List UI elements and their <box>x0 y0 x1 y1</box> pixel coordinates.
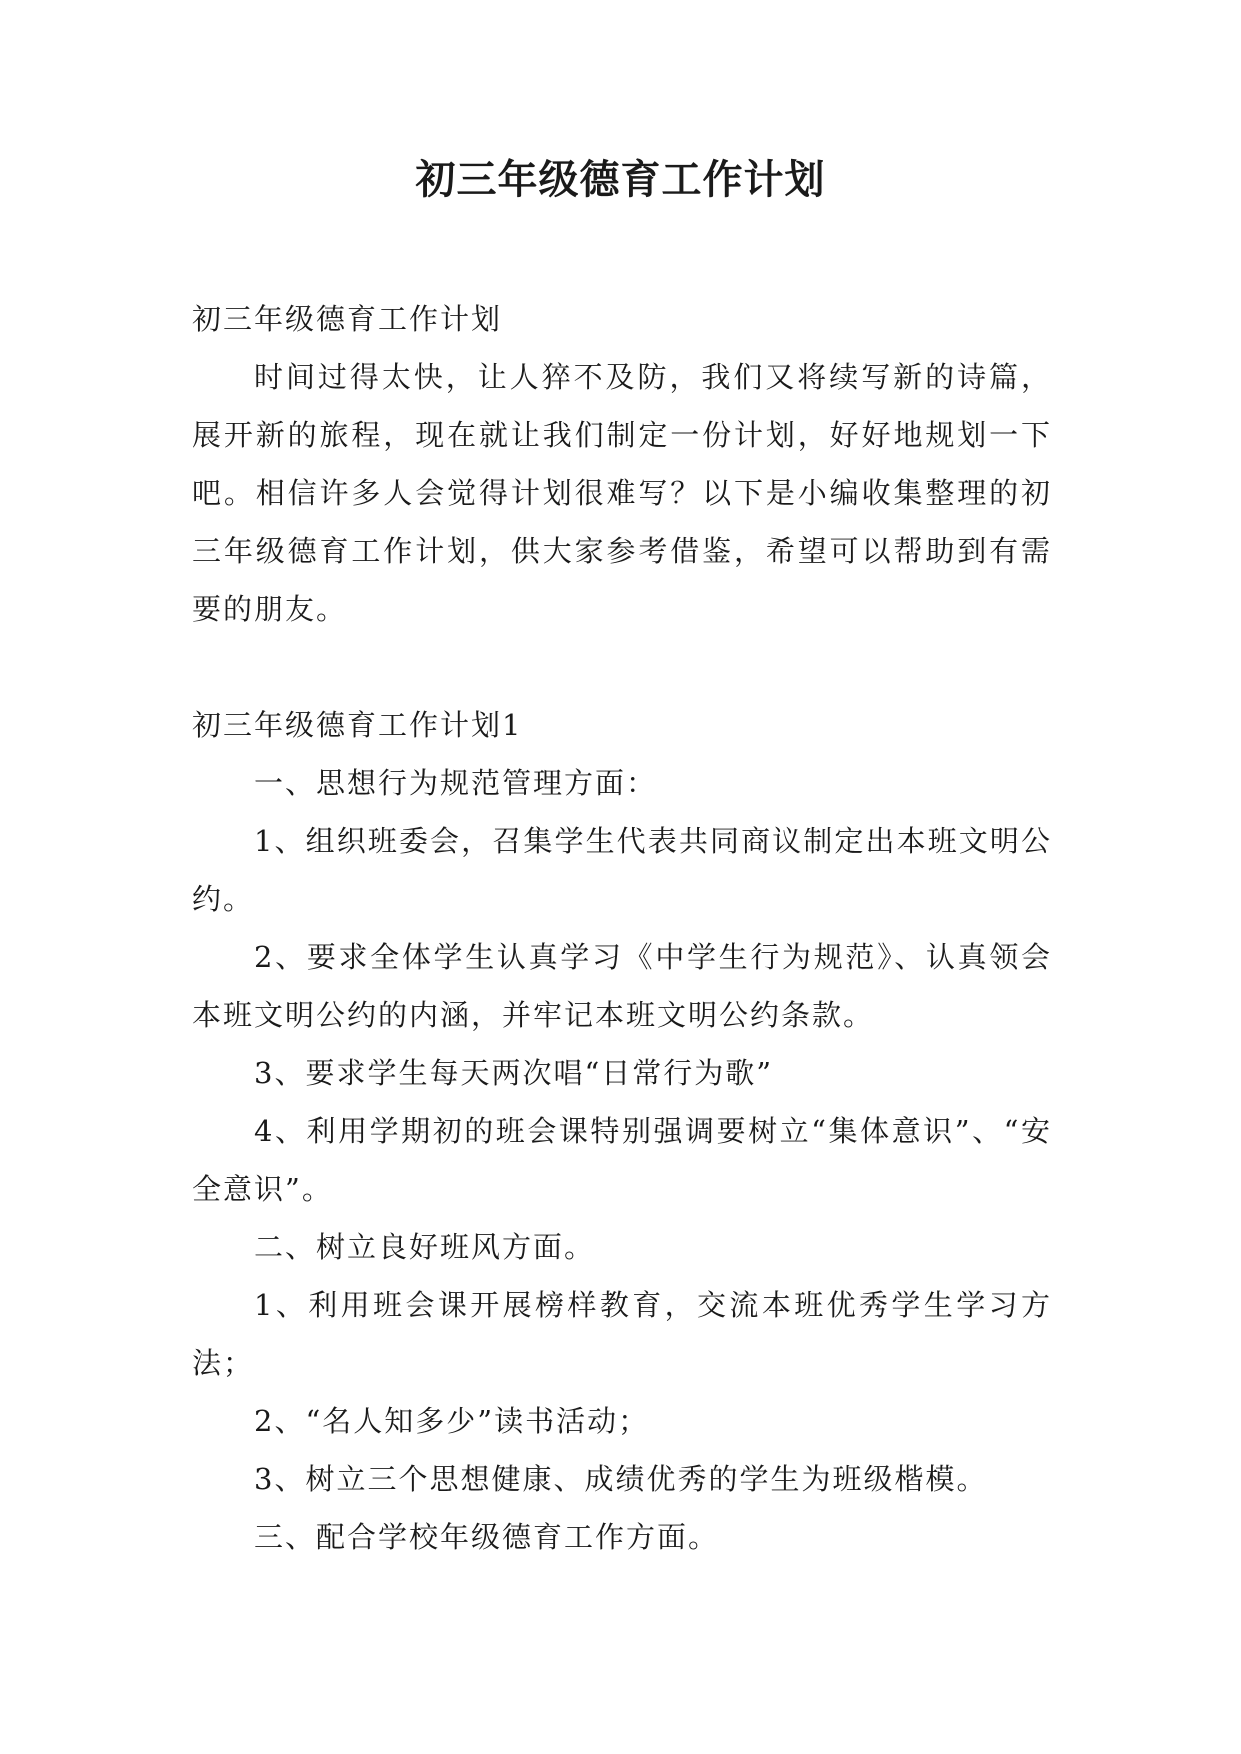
section-two-item-3: 3、树立三个思想健康、成绩优秀的学生为班级楷模。 <box>254 1462 988 1496</box>
section-heading: 初三年级德育工作计划1 <box>192 708 523 742</box>
section-one-item-4: 4、利用学期初的班会课特别强调要树立“集体意识”、“安全意识”。 <box>192 1114 1052 1206</box>
intro-paragraph: 时间过得太快，让人猝不及防，我们又将续写新的诗篇，展开新的旅程，现在就让我们制定一份计划，好好地规划一下吧。相信许多人会觉得计划很难写？以下是小编收集整理的初三年级德育工作计划，供大家参考借鉴，希望可以帮助到有需要的朋友。 <box>192 360 1052 626</box>
section-three-heading: 三、配合学校年级德育工作方面。 <box>254 1520 720 1554</box>
subtitle: 初三年级德育工作计划 <box>192 302 503 336</box>
section-one-item-3: 3、要求学生每天两次唱“日常行为歌” <box>254 1056 774 1090</box>
section-two-item-2: 2、“名人知多少”读书活动； <box>254 1404 650 1438</box>
document-body <box>192 290 1052 1566</box>
section-one-heading: 一、思想行为规范管理方面： <box>254 766 658 800</box>
section-one-item-1: 1、组织班委会，召集学生代表共同商议制定出本班文明公约。 <box>192 824 1052 916</box>
section-two-heading: 二、树立良好班风方面。 <box>254 1230 596 1264</box>
section-two-item-1: 1、利用班会课开展榜样教育，交流本班优秀学生学习方法； <box>192 1288 1052 1380</box>
document-title: 初三年级德育工作计划 <box>415 157 826 203</box>
section-one-item-2: 2、要求全体学生认真学习《中学生行为规范》、认真领会本班文明公约的内涵，并牢记本班文明公约条款。 <box>192 940 1052 1032</box>
